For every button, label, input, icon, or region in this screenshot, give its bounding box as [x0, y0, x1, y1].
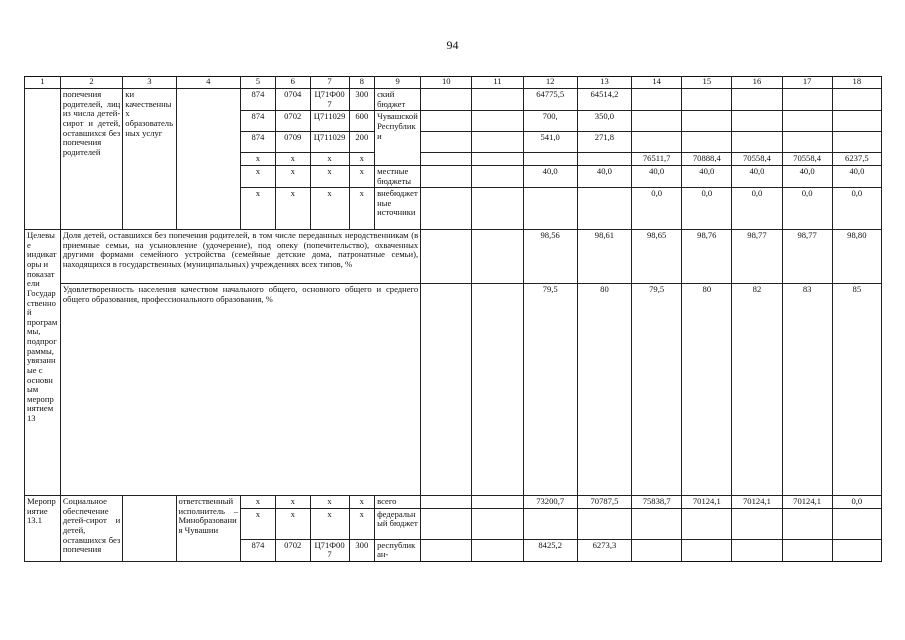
table-cell: x	[349, 496, 375, 509]
table-cell: 541,0	[523, 132, 577, 153]
table-cell: Ц71Ф007	[310, 89, 349, 111]
table-cell: 79,5	[523, 284, 577, 496]
table-cell	[421, 188, 472, 230]
budget-table	[24, 76, 882, 562]
table-cell: 70124,1	[682, 496, 732, 509]
table-cell: 8425,2	[523, 539, 577, 561]
table-cell: 70558,4	[782, 153, 832, 166]
table-cell: 70124,1	[732, 496, 782, 509]
table-cell: x	[349, 508, 375, 539]
table-cell	[632, 89, 682, 111]
table-cell: 40,0	[782, 165, 832, 187]
table-cell: 0,0	[632, 188, 682, 230]
table-cell: 40,0	[832, 165, 881, 187]
table-cell: 80	[577, 284, 631, 496]
table-cell: 874	[241, 132, 276, 153]
table-cell	[421, 153, 472, 166]
table-cell	[577, 508, 631, 539]
table-cell: x	[310, 153, 349, 166]
table-cell	[176, 89, 241, 230]
table-cell	[832, 132, 881, 153]
table-cell	[832, 508, 881, 539]
table-cell: 98,65	[632, 230, 682, 284]
table-cell: x	[275, 496, 310, 509]
table-cell	[732, 132, 782, 153]
table-cell	[123, 496, 176, 562]
table-cell	[732, 111, 782, 132]
table-cell: x	[241, 165, 276, 187]
table-cell: 0702	[275, 111, 310, 132]
table-cell: Ц711029	[310, 132, 349, 153]
table-cell: 271,8	[577, 132, 631, 153]
table-cell: 350,0	[577, 111, 631, 132]
table-cell: x	[349, 188, 375, 230]
table-cell: 98,77	[782, 230, 832, 284]
table-cell	[421, 284, 472, 496]
table-cell	[472, 153, 523, 166]
table-cell	[472, 111, 523, 132]
table-cell: Ц711029	[310, 111, 349, 132]
table-cell: 98,80	[832, 230, 881, 284]
table-cell	[732, 89, 782, 111]
table-cell: федеральный бюджет	[375, 508, 421, 539]
table-cell: x	[275, 508, 310, 539]
table-cell: 98,61	[577, 230, 631, 284]
table-cell: 85	[832, 284, 881, 496]
targets-label: Целевые индикаторы и показатели Государственной программы, подпрограммы, увязанные с основным мероприятием 13	[25, 230, 61, 496]
table-row	[25, 496, 882, 509]
table-cell: 40,0	[632, 165, 682, 187]
table-cell: 700,	[523, 111, 577, 132]
table-cell: 874	[241, 89, 276, 111]
table-cell: x	[275, 153, 310, 166]
table-cell	[472, 89, 523, 111]
col-header: 4	[176, 77, 241, 89]
col-header: 5	[241, 77, 276, 89]
table-cell: 40,0	[732, 165, 782, 187]
indicator-text: Доля детей, оставшихся без попечения родителей, в том числе переданных неродственникам (в приемные семьи, на усыновление (удочерение), под опеку (попечительство), охваченных другими формами семейного устройства (семейные детские дома, патронатные семьи), находящихся в государственных (муниципальных) учреждениях всех типов, %	[60, 230, 420, 284]
table-cell: Чувашской Республики	[375, 111, 421, 166]
table-cell	[472, 230, 523, 284]
measure-label: Мероприятие 13.1	[25, 496, 61, 562]
table-cell: x	[275, 188, 310, 230]
table-cell: всего	[375, 496, 421, 509]
table-cell: местные бюджеты	[375, 165, 421, 187]
table-cell: 40,0	[577, 165, 631, 187]
col-header: 15	[682, 77, 732, 89]
table-cell: 76511,7	[632, 153, 682, 166]
activity-name-cell: попечения родителей, лиц из числа детей-сирот и детей, оставшихся без попечения родителей	[60, 89, 122, 230]
table-cell	[682, 508, 732, 539]
table-cell: 874	[241, 539, 276, 561]
table-cell: x	[241, 188, 276, 230]
table-cell	[682, 132, 732, 153]
table-cell	[632, 111, 682, 132]
table-row	[25, 89, 882, 111]
col-header: 8	[349, 77, 375, 89]
col-header: 10	[421, 77, 472, 89]
goal-cell: ки качественных образовательных услуг	[123, 89, 176, 230]
table-cell: 6237,5	[832, 153, 881, 166]
table-cell: x	[310, 165, 349, 187]
table-cell: 300	[349, 89, 375, 111]
col-header: 9	[375, 77, 421, 89]
table-cell	[421, 230, 472, 284]
table-cell: 874	[241, 111, 276, 132]
col-header: 1	[25, 77, 61, 89]
table-cell: x	[349, 165, 375, 187]
table-cell: 83	[782, 284, 832, 496]
table-cell	[782, 89, 832, 111]
table-cell	[682, 111, 732, 132]
table-cell	[577, 153, 631, 166]
table-cell	[577, 188, 631, 230]
table-cell	[632, 508, 682, 539]
table-cell	[632, 539, 682, 561]
table-cell	[523, 153, 577, 166]
table-cell: 98,77	[732, 230, 782, 284]
col-header: 18	[832, 77, 881, 89]
table-cell: 200	[349, 132, 375, 153]
table-cell: 600	[349, 111, 375, 132]
col-header: 16	[732, 77, 782, 89]
table-cell	[472, 188, 523, 230]
table-cell	[421, 111, 472, 132]
table-cell: 0,0	[832, 496, 881, 509]
table-cell: x	[241, 153, 276, 166]
table-cell	[421, 89, 472, 111]
table-cell: 80	[682, 284, 732, 496]
table-cell: x	[310, 496, 349, 509]
table-cell: 0702	[275, 539, 310, 561]
table-cell	[523, 508, 577, 539]
table-cell: 0,0	[732, 188, 782, 230]
table-cell	[421, 165, 472, 187]
table-row	[25, 230, 882, 284]
table-cell	[421, 132, 472, 153]
table-cell: 73200,7	[523, 496, 577, 509]
table-cell	[472, 132, 523, 153]
table-cell: 0,0	[782, 188, 832, 230]
table-cell: x	[349, 153, 375, 166]
table-cell: 0709	[275, 132, 310, 153]
table-cell: 64514,2	[577, 89, 631, 111]
table-cell: 82	[732, 284, 782, 496]
table-cell: x	[241, 496, 276, 509]
table-row	[25, 284, 882, 496]
table-cell	[25, 89, 61, 230]
table-cell	[472, 539, 523, 561]
table-cell: x	[275, 165, 310, 187]
table-cell	[523, 188, 577, 230]
col-header: 14	[632, 77, 682, 89]
indicator-text: Удовлетворенность населения качеством начального общего, основного общего и среднего общего образования, профессионального образования, %	[60, 284, 420, 496]
table-cell	[782, 539, 832, 561]
header-row	[25, 77, 882, 89]
table-cell: 70787,5	[577, 496, 631, 509]
table-cell	[782, 111, 832, 132]
table-cell	[832, 89, 881, 111]
table-cell: 70558,4	[732, 153, 782, 166]
col-header: 17	[782, 77, 832, 89]
table-cell	[732, 539, 782, 561]
table-cell	[782, 132, 832, 153]
table-cell: 6273,3	[577, 539, 631, 561]
table-cell: 40,0	[523, 165, 577, 187]
table-cell: x	[310, 508, 349, 539]
table-cell	[682, 89, 732, 111]
table-cell: 98,76	[682, 230, 732, 284]
table-cell: 0,0	[682, 188, 732, 230]
table-cell	[421, 496, 472, 509]
col-header: 7	[310, 77, 349, 89]
table-cell: 98,56	[523, 230, 577, 284]
table-cell	[472, 284, 523, 496]
table-cell: 75838,7	[632, 496, 682, 509]
table-cell: внебюджетные источники	[375, 188, 421, 230]
page-number: 94	[446, 38, 459, 52]
table-cell: 0704	[275, 89, 310, 111]
table-cell	[832, 539, 881, 561]
table-cell: 79,5	[632, 284, 682, 496]
table-cell	[472, 496, 523, 509]
col-header: 2	[60, 77, 122, 89]
table-cell: x	[310, 188, 349, 230]
table-cell: 70124,1	[782, 496, 832, 509]
table-cell	[421, 508, 472, 539]
measure-name: Социальное обеспечение детей-сирот и детей, оставшихся без попечения	[60, 496, 122, 562]
col-header: 3	[123, 77, 176, 89]
table-cell: 40,0	[682, 165, 732, 187]
col-header: 13	[577, 77, 631, 89]
table-cell: 300	[349, 539, 375, 561]
table-cell	[682, 539, 732, 561]
table-cell	[782, 508, 832, 539]
table-cell: 70888,4	[682, 153, 732, 166]
table-cell	[632, 132, 682, 153]
col-header: 12	[523, 77, 577, 89]
table-cell: 0,0	[832, 188, 881, 230]
table-cell: республикан-	[375, 539, 421, 561]
table-cell: ский бюджет	[375, 89, 421, 111]
table-cell: x	[241, 508, 276, 539]
table-cell: Ц71Ф007	[310, 539, 349, 561]
table-cell	[472, 165, 523, 187]
col-header: 6	[275, 77, 310, 89]
responsible-executor: ответственный исполнитель – Минобразования Чувашии	[176, 496, 241, 562]
table-cell	[832, 111, 881, 132]
table-cell	[421, 539, 472, 561]
col-header: 11	[472, 77, 523, 89]
table-cell: 64775,5	[523, 89, 577, 111]
table-cell	[732, 508, 782, 539]
table-cell	[472, 508, 523, 539]
